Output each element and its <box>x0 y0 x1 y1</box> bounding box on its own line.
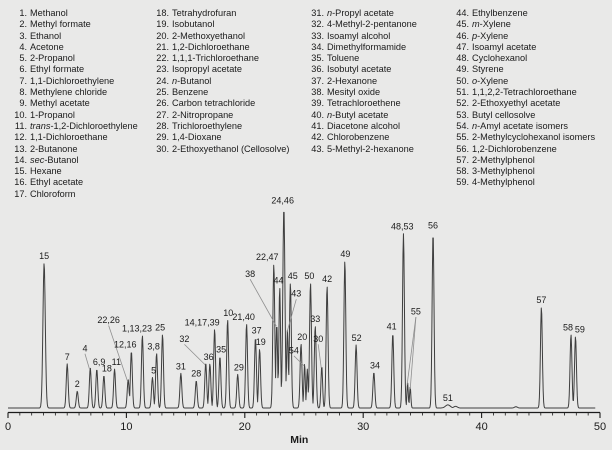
peak-label: 7 <box>64 351 70 362</box>
legend-item: 31. n-Propyl acetate <box>311 8 394 18</box>
legend-item: 24. n-Butanol <box>156 75 212 86</box>
peak-label: 44 <box>273 275 284 286</box>
legend-item: 10. 1-Propanol <box>14 109 75 120</box>
peak-label: 4 <box>82 343 88 354</box>
peak-leader-line <box>294 356 304 366</box>
peak-label: 29 <box>233 362 244 373</box>
legend-item: 55. 2-Methylcyclohexanol isomers <box>456 132 596 143</box>
legend-item: 20. 2-Methoxyethanol <box>156 30 246 41</box>
legend-item: 29. 1,4-Dioxane <box>156 132 222 143</box>
legend-item: 28. Trichloroethylene <box>156 120 243 131</box>
legend-item: 2. Methyl formate <box>19 19 91 30</box>
peak-label: 43 <box>291 288 302 299</box>
peak-label: 48,53 <box>391 221 414 232</box>
legend-item: 50. o-Xylene <box>456 75 509 86</box>
legend-item: 54. n-Amyl acetate isomers <box>456 120 569 131</box>
legend-item: 4. Acetone <box>19 41 64 52</box>
legend-item: 26. Carbon tetrachloride <box>156 98 256 109</box>
legend-item: 30. 2-Ethoxyethanol (Cellosolve) <box>156 143 290 154</box>
peak-label: 10 <box>223 307 234 318</box>
legend-item: 3. Ethanol <box>19 30 62 41</box>
legend-item: 33. Isoamyl alcohol <box>311 30 391 41</box>
legend-item: 11. trans-1,2-Dichloroethylene <box>14 120 138 131</box>
legend-item: 47. Isoamyl acetate <box>456 41 537 52</box>
peak-label: 41 <box>386 321 397 332</box>
peak-label: 5 <box>151 365 157 376</box>
peak-label: 55 <box>410 306 421 317</box>
peak-label: 59 <box>574 324 585 335</box>
legend-item: 36. Isobutyl acetate <box>311 64 392 75</box>
legend-item: 32. 4-Methyl-2-pentanone <box>311 19 417 30</box>
x-tick-label: 0 <box>4 421 12 433</box>
peak-label: 30 <box>313 333 324 344</box>
peak-label: 51 <box>442 392 453 403</box>
peak-leader-line <box>184 344 205 365</box>
legend-item: 34. Dimethylformamide <box>311 41 407 52</box>
legend-item: 41. Diacetone alcohol <box>311 120 401 131</box>
peak-label: 56 <box>428 220 439 231</box>
legend-item: 48. Cyclohexanol <box>456 53 528 64</box>
peak-label: 21,40 <box>232 312 255 322</box>
peak-label: 49 <box>340 249 351 259</box>
peak-label: 35 <box>216 344 227 355</box>
peak-label: 3,8 <box>147 341 160 352</box>
peak-label: 20 <box>297 331 308 342</box>
peak-label: 25 <box>155 322 166 333</box>
peak-label: 50 <box>304 271 315 282</box>
peak-label: 38 <box>245 268 256 279</box>
legend-item: 42. Chlorobenzene <box>311 132 390 143</box>
peak-label: 2 <box>74 379 80 390</box>
legend-item: 16. Ethyl acetate <box>14 177 84 188</box>
chromatogram-trace <box>8 212 595 408</box>
peak-label: 14,17,39 <box>184 317 220 328</box>
peak-label: 24,46 <box>271 195 294 206</box>
x-axis-title: Min <box>290 434 309 446</box>
legend-item: 22. 1,1,1-Trichloroethane <box>156 53 259 64</box>
peak-label: 19 <box>255 337 266 348</box>
legend-item: 46. p-Xylene <box>456 30 509 41</box>
legend-item: 5. 2-Propanol <box>19 53 75 64</box>
peak-label: 18 <box>101 363 112 374</box>
legend-item: 49. Styrene <box>456 64 504 75</box>
legend-item: 45. m-Xylene <box>456 19 511 30</box>
peak-label: 32 <box>179 333 190 344</box>
legend-item: 59. 4-Methylphenol <box>456 177 535 188</box>
peak-label: 36 <box>203 351 214 362</box>
x-tick-label: 30 <box>357 421 370 433</box>
legend-item: 56. 1,2-Dichlorobenzene <box>456 143 557 154</box>
legend-item: 6. Ethyl formate <box>19 64 85 75</box>
legend-item: 13. 2-Butanone <box>14 143 78 154</box>
peak-label: 22,26 <box>97 314 120 325</box>
peak-label: 15 <box>39 251 50 262</box>
peak-label: 42 <box>322 274 333 285</box>
peak-label: 57 <box>536 295 547 306</box>
legend-item: 21. 1,2-Dichloroethane <box>156 41 250 52</box>
legend-item: 38. Mesityl oxide <box>311 87 381 98</box>
peak-leader-line <box>85 354 90 370</box>
legend-item: 51. 1,1,2,2-Tetrachloroethane <box>456 87 577 98</box>
legend-item: 35. Toluene <box>311 53 360 64</box>
peak-label: 31 <box>175 361 186 372</box>
legend-item: 12. 1,1-Dichloroethane <box>14 132 108 143</box>
legend-item: 43. 5-Methyl-2-hexanone <box>311 143 414 154</box>
x-tick-label: 20 <box>238 421 251 433</box>
legend-item: 15. Hexane <box>14 166 62 177</box>
peak-label: 6,9 <box>92 357 106 368</box>
legend-item: 17. Chloroform <box>14 188 76 199</box>
legend-item: 7. 1,1-Dichloroethylene <box>19 75 115 86</box>
legend-item: 52. 2-Ethoxyethyl acetate <box>456 98 561 109</box>
legend-item: 39. Tetrachloroethene <box>311 98 401 109</box>
peak-label: 1,13,23 <box>122 323 153 334</box>
legend-item: 23. Isopropyl acetate <box>156 64 242 75</box>
legend-item: 40. n-Butyl acetate <box>311 109 389 120</box>
legend-item: 1. Methanol <box>19 8 68 18</box>
legend-item: 25. Benzene <box>156 87 209 98</box>
peak-label: 52 <box>351 333 362 343</box>
peak-label: 45 <box>287 271 298 282</box>
x-tick-label: 40 <box>475 421 488 433</box>
legend-item: 18. Tetrahydrofuran <box>156 8 237 18</box>
legend-item: 8. Methylene chloride <box>19 87 108 98</box>
peak-label: 54 <box>288 345 299 356</box>
legend-item: 14. sec-Butanol <box>14 154 79 165</box>
legend-item: 58. 3-Methylphenol <box>456 166 535 177</box>
peak-label: 12,16 <box>113 339 137 350</box>
peak-label: 37 <box>251 325 262 336</box>
peak-leader-line <box>318 344 321 368</box>
peak-label: 22,47 <box>256 252 279 263</box>
legend-item: 9. Methyl acetate <box>19 98 90 109</box>
x-tick-label: 50 <box>593 421 607 433</box>
legend-item: 53. Butyl cellosolve <box>456 109 536 120</box>
peak-label: 34 <box>370 360 381 371</box>
peak-label: 11 <box>111 357 122 368</box>
legend-item: 19. Isobutanol <box>156 19 215 30</box>
legend-item: 57. 2-Methylphenol <box>456 154 535 165</box>
legend-item: 44. Ethylbenzene <box>456 8 528 18</box>
legend-item: 27. 2-Nitropropane <box>156 109 234 120</box>
peak-label: 28 <box>191 368 202 379</box>
peak-label: 33 <box>310 314 321 325</box>
x-tick-label: 10 <box>120 421 133 433</box>
legend-item: 37. 2-Hexanone <box>311 75 378 86</box>
peak-label: 58 <box>563 322 574 333</box>
